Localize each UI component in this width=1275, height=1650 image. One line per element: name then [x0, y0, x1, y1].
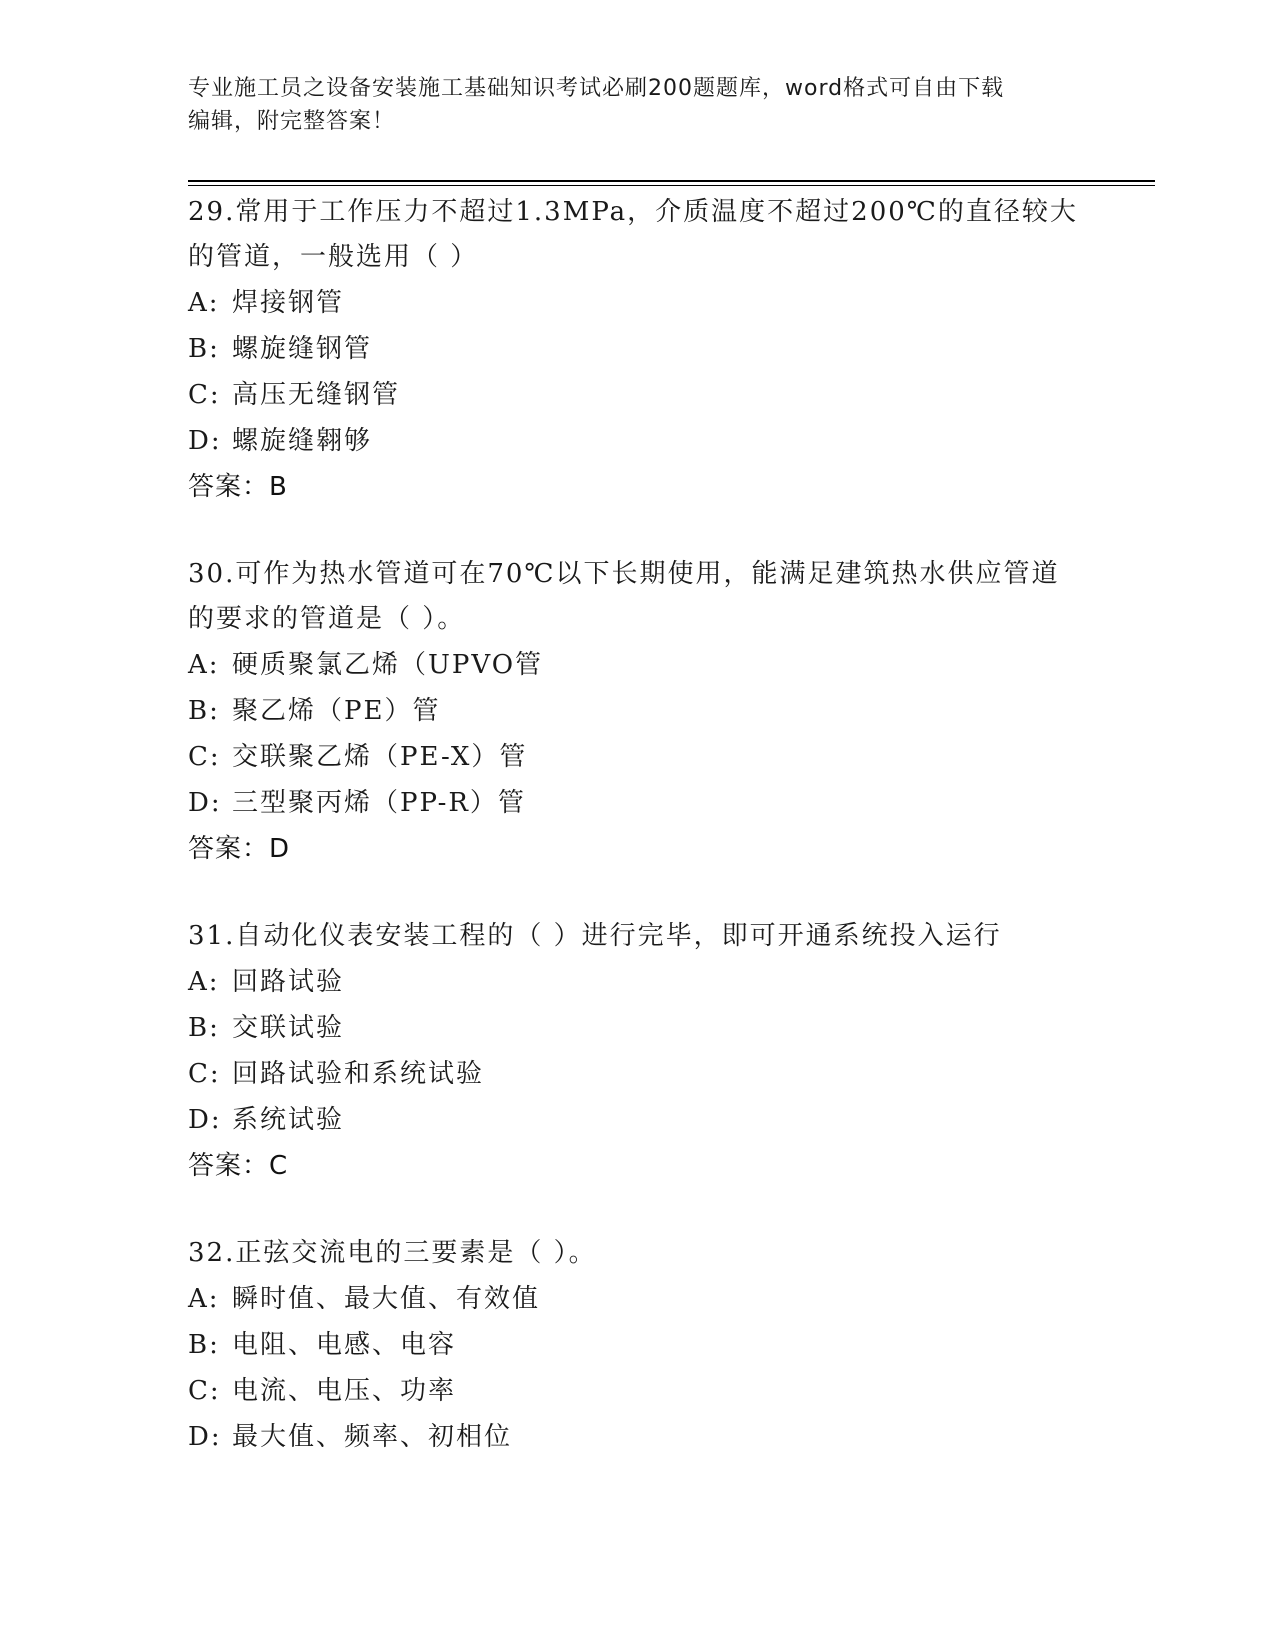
option-text: 回路试验和系统试验 — [232, 1059, 485, 1089]
option-letter: A: — [188, 967, 220, 997]
option-letter: A: — [188, 288, 220, 318]
option-text: 电流、电压、功率 — [232, 1376, 457, 1406]
header-line-1: 专业施工员之设备安装施工基础知识考试必刷200题题库，word格式可自由下载 — [188, 76, 1005, 101]
option-c — [188, 1368, 1088, 1414]
question-stem — [188, 1231, 1088, 1276]
header-divider-thin — [188, 185, 1155, 186]
question-31 — [188, 914, 1088, 1189]
option-d — [188, 1414, 1088, 1460]
option-text: 最大值、频率、初相位 — [232, 1422, 513, 1452]
stem-line-1: 30.可作为热水管道可在70℃以下长期使用，能满足建筑热水供应管道 — [188, 559, 1060, 589]
stem-line-1: 32.正弦交流电的三要素是（ ）。 — [188, 1238, 597, 1268]
option-letter: D: — [188, 426, 222, 456]
header-line-2: 编辑，附完整答案！ — [188, 109, 396, 134]
option-text: 系统试验 — [232, 1105, 345, 1135]
stem-line-1: 29.常用于工作压力不超过1.3MPa，介质温度不超过200℃的直径较大 — [188, 197, 1078, 227]
option-text: 三型聚丙烯（PP-R）管 — [232, 788, 526, 818]
option-letter: C: — [188, 380, 221, 410]
option-letter: C: — [188, 742, 221, 772]
option-letter: C: — [188, 1059, 221, 1089]
option-text: 交联聚乙烯（PE-X）管 — [232, 742, 528, 772]
option-text: 瞬时值、最大值、有效值 — [232, 1284, 541, 1314]
option-text: 交联试验 — [232, 1013, 345, 1043]
option-c — [188, 372, 1088, 418]
option-letter: C: — [188, 1376, 221, 1406]
option-letter: B: — [188, 334, 220, 364]
option-c — [188, 734, 1088, 780]
option-a — [188, 959, 1088, 1005]
option-text: 高压无缝钢管 — [232, 380, 401, 410]
stem-line-2: 的管道，一般选用（ ） — [188, 242, 479, 272]
question-list — [188, 190, 1088, 1502]
answer-line: 答案：C — [188, 1151, 289, 1181]
question-29 — [188, 190, 1088, 510]
option-text: 回路试验 — [232, 967, 345, 997]
option-a — [188, 280, 1088, 326]
option-d — [188, 418, 1088, 464]
answer-line: 答案：D — [188, 834, 291, 864]
option-text: 螺旋缝翱够 — [232, 426, 373, 456]
option-c — [188, 1051, 1088, 1097]
stem-line-2: 的要求的管道是（ ）。 — [188, 604, 466, 634]
option-b — [188, 326, 1088, 372]
option-d — [188, 780, 1088, 826]
option-text: 螺旋缝钢管 — [232, 334, 373, 364]
option-letter: D: — [188, 1422, 222, 1452]
document-header — [188, 72, 1088, 138]
option-b — [188, 1322, 1088, 1368]
option-letter: B: — [188, 1330, 220, 1360]
question-stem — [188, 190, 1088, 280]
question-stem — [188, 914, 1088, 959]
stem-line-1: 31.自动化仪表安装工程的（ ）进行完毕，即可开通系统投入运行 — [188, 921, 1002, 951]
option-text: 聚乙烯（PE）管 — [232, 696, 441, 726]
question-30 — [188, 552, 1088, 872]
option-b — [188, 688, 1088, 734]
option-letter: B: — [188, 1013, 220, 1043]
option-a — [188, 642, 1088, 688]
option-text: 硬质聚氯乙烯（UPVO管 — [232, 650, 544, 680]
option-letter: A: — [188, 650, 220, 680]
option-text: 焊接钢管 — [232, 288, 345, 318]
option-d — [188, 1097, 1088, 1143]
option-letter: D: — [188, 1105, 222, 1135]
header-divider-thick — [188, 180, 1155, 182]
option-text: 电阻、电感、电容 — [232, 1330, 457, 1360]
option-b — [188, 1005, 1088, 1051]
question-32 — [188, 1231, 1088, 1460]
question-stem — [188, 552, 1088, 642]
option-letter: B: — [188, 696, 220, 726]
option-a — [188, 1276, 1088, 1322]
option-letter: D: — [188, 788, 222, 818]
answer-line: 答案：B — [188, 472, 288, 502]
option-letter: A: — [188, 1284, 220, 1314]
